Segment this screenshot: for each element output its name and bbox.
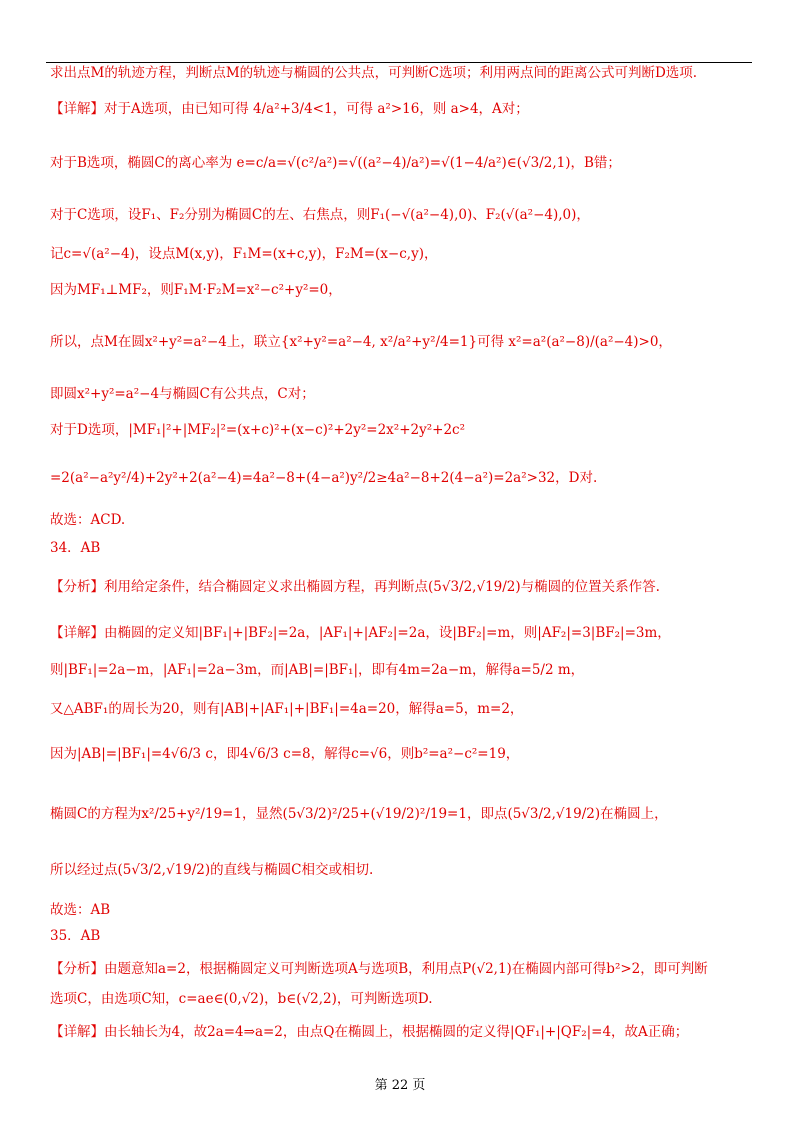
text-l23: 选项C，由选项C知，c=ae∈(0,√2)，b∈(√2,2)，可判断选项D. — [50, 991, 433, 1007]
solution-line — [50, 385, 315, 403]
text-l06: 因为MF₁⊥MF₂，则F₁M·F₂M=x²−c²+y²=0， — [50, 282, 342, 298]
text-l17: 因为|AB|=|BF₁|=4√6/3 c，即4√6/3 c=8，解得c=√6，则b²=a²−c²=19， — [50, 746, 520, 762]
page-number: 第 22 页 — [374, 1078, 426, 1093]
detail-tag: 【详解】 — [50, 625, 104, 641]
detail-tag: 【详解】 — [50, 101, 104, 117]
text-l19: 所以经过点(5√3/2,√19/2)的直线与椭圆C相交或相切. — [50, 862, 374, 878]
text-l10: =2(a²−a²y²/4)+2y²+2(a²−4)=4a²−8+(4−a²)y²/2≥4a²−8+2(4−a²)=2a²>32，D对. — [50, 470, 598, 486]
analysis-tag: 【分析】 — [50, 961, 104, 977]
solution-line — [50, 469, 597, 487]
solution-line — [50, 154, 621, 172]
text-l05: 记c=√(a²−4)，设点M(x,y)，F₁M=(x+c,y)，F₂M=(x−c,y)， — [50, 246, 438, 262]
header-rule — [46, 62, 752, 63]
solution-line — [50, 805, 668, 823]
solution-line — [50, 206, 590, 224]
text-l12: 34．AB — [50, 540, 101, 556]
text-l22: 由题意知a=2，根据椭圆定义可判断选项A与选项B，利用点P(√2,1)在椭圆内部可得b²>2，即可判断 — [104, 961, 708, 977]
text-l02: 对于A选项，由已知可得 4/a²+3/4<1，可得 a²>16，则 a>4，A对； — [104, 101, 529, 117]
answer-line — [50, 901, 110, 919]
text-l24: 由长轴长为4，故2a=4⇒a=2，由点Q在椭圆上，根据椭圆的定义得|QF₁|+|QF₂|=4，故A正确； — [104, 1024, 689, 1040]
text-l08: 即圆x²+y²=a²−4与椭圆C有公共点，C对； — [50, 386, 315, 402]
text-l16: 又△ABF₁的周长为20，则有|AB|+|AF₁|+|BF₁|=4a=20，解得a=5，m=2， — [50, 701, 524, 717]
solution-line — [50, 1023, 688, 1041]
text-l18: 椭圆C的方程为x²/25+y²/19=1，显然(5√3/2)²/25+(√19/2)²/19=1，即点(5√3/2,√19/2)在椭圆上， — [50, 806, 668, 822]
question-number — [50, 539, 100, 557]
solution-line — [50, 861, 373, 879]
analysis-tag: 【分析】 — [50, 579, 104, 595]
page-footer — [0, 1074, 800, 1093]
text-l03: 对于B选项，椭圆C的离心率为 e=c/a=√(c²/a²)=√((a²−4)/a²)=√(1−4/a²)∈(√3/2,1)，B错； — [50, 155, 621, 171]
question-number — [50, 927, 100, 945]
solution-line — [50, 624, 671, 642]
text-l13: 利用给定条件，结合椭圆定义求出椭圆方程，再判断点(5√3/2,√19/2)与椭圆的位置关系作答. — [104, 579, 660, 595]
answer-line — [50, 511, 125, 529]
text-l15: 则|BF₁|=2a−m，|AF₁|=2a−3m，而|AB|=|BF₁|，即有4m=2a−m，解得a=5/2 m， — [50, 662, 585, 678]
solution-line — [50, 700, 523, 718]
solution-line — [50, 64, 697, 82]
solution-line — [50, 245, 437, 263]
solution-line — [50, 100, 529, 118]
detail-tag: 【详解】 — [50, 1024, 104, 1040]
text-l07: 所以，点M在圆x²+y²=a²−4上，联立{x²+y²=a²−4, x²/a²+y²/4=1}可得 x²=a²(a²−8)/(a²−4)>0， — [50, 334, 672, 350]
solution-line — [50, 421, 465, 439]
solution-line — [50, 960, 708, 978]
text-l04: 对于C选项，设F₁、F₂分别为椭圆C的左、右焦点，则F₁(−√(a²−4),0)、F₂(√(a²−4),0)， — [50, 207, 590, 223]
text-l20: 故选：AB — [50, 902, 111, 918]
text-l21: 35．AB — [50, 928, 101, 944]
solution-line — [50, 661, 584, 679]
text-l01: 求出点M的轨迹方程，判断点M的轨迹与椭圆的公共点，可判断C选项；利用两点间的距离公式可判断D选项. — [50, 65, 698, 81]
text-l14: 由椭圆的定义知|BF₁|+|BF₂|=2a，|AF₁|+|AF₂|=2a，设|BF₂|=m，则|AF₂|=3|BF₂|=3m， — [104, 625, 671, 641]
solution-line — [50, 578, 660, 596]
solution-line — [50, 281, 342, 299]
text-l09: 对于D选项，|MF₁|²+|MF₂|²=(x+c)²+(x−c)²+2y²=2x²+2y²+2c² — [50, 422, 466, 438]
solution-line — [50, 990, 433, 1008]
solution-line — [50, 333, 672, 351]
solution-line — [50, 745, 519, 763]
text-l11: 故选：ACD. — [50, 512, 126, 528]
